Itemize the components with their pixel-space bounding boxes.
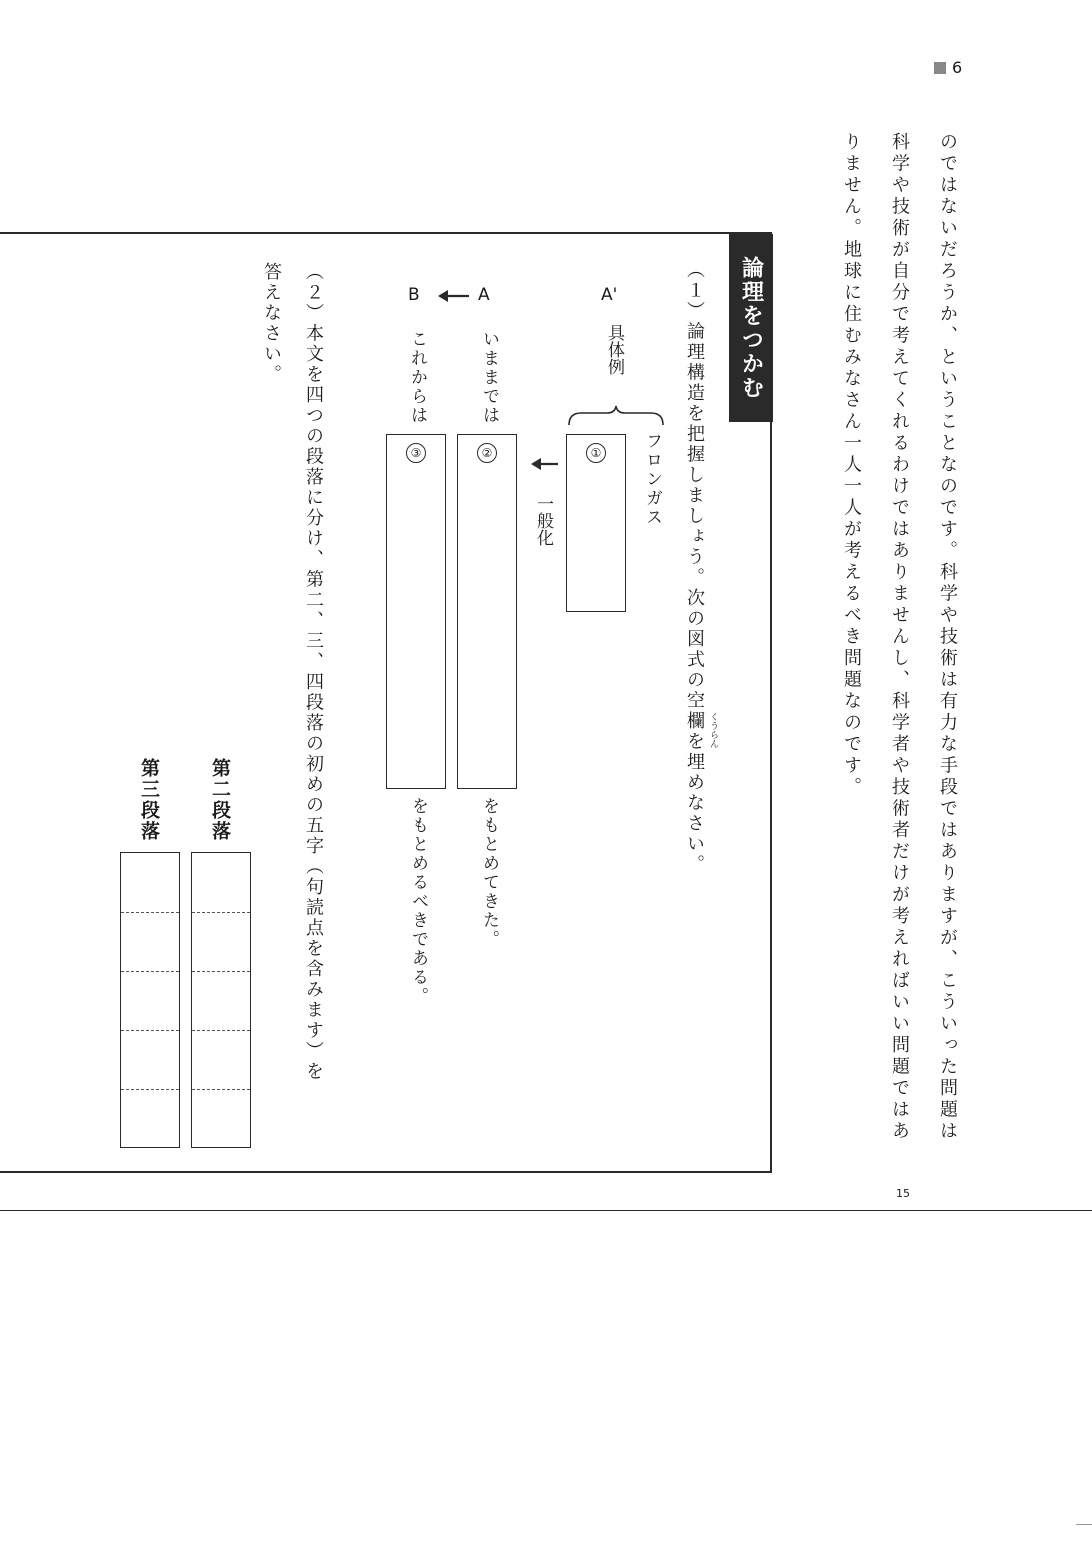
cell-divider (121, 1089, 179, 1090)
answer-box-3[interactable] (386, 434, 446, 789)
section-title (729, 234, 773, 422)
body-line-3: りません。地球に住むみなさん一人一人が考えるべき問題なのです。 (841, 132, 862, 799)
label-paragraph-3: 第三段落 (138, 758, 160, 842)
line-number: 15 (896, 1187, 910, 1200)
answer-grid-paragraph-2[interactable] (191, 852, 251, 1148)
body-line-1: のではないだろうか、ということなのです。科学や技術は有力な手段ではありますが、こういった問題は (937, 132, 958, 1143)
cell-divider (192, 1030, 250, 1031)
page-number: 6 (952, 58, 963, 77)
answer-box-1[interactable] (566, 434, 626, 612)
cell-divider (121, 1030, 179, 1031)
label-until-now: いままでは (479, 330, 499, 425)
circled-number-1: ① (586, 443, 606, 463)
page-marker (934, 58, 962, 77)
label-from-now: これからは (407, 330, 427, 425)
label-generalization: 一般化 (533, 495, 553, 546)
ruby-reading: くうらん (708, 712, 718, 748)
arrow-left-icon (437, 287, 471, 305)
label-a: A (478, 285, 490, 305)
cell-divider (121, 912, 179, 913)
cell-divider (192, 1089, 250, 1090)
answer-box-2[interactable] (457, 434, 517, 789)
body-line-2: 科学や技術が自分で考えてくれるわけではありませんし、科学者や技術者だけが考えればいい問題ではあ (889, 132, 910, 1143)
cell-divider (121, 971, 179, 972)
box-3-suffix: をもとめるべきである。 (408, 797, 428, 1006)
label-a-prime: A' (601, 285, 618, 305)
circled-number-3: ③ (406, 443, 426, 463)
brace-icon (567, 405, 665, 427)
cell-divider (192, 971, 250, 972)
arrow-left-icon (530, 455, 560, 473)
label-freon: フロンガス (642, 432, 662, 527)
question-2-text: （２）本文を四つの段落に分け、第二、三、四段落の初めの五字（句読点を含みます）を (303, 262, 324, 1082)
corner-mark (1076, 1524, 1092, 1525)
circled-number-2: ② (477, 443, 497, 463)
cell-divider (192, 912, 250, 913)
square-icon (934, 62, 946, 74)
question-1-text: （１）論理構造を把握しましょう。次の図式の空欄を埋めなさい。 (684, 260, 705, 875)
label-concrete-example: 具体例 (604, 324, 624, 375)
answer-grid-paragraph-3[interactable] (120, 852, 180, 1148)
label-b: B (408, 285, 420, 305)
label-paragraph-2: 第二段落 (209, 758, 231, 842)
section-title-text: 論理をつかむ (738, 256, 764, 400)
question-2-text-continued: 答えなさい。 (261, 262, 282, 385)
box-2-suffix: をもとめてきた。 (479, 797, 499, 949)
page-divider (0, 1210, 1092, 1211)
